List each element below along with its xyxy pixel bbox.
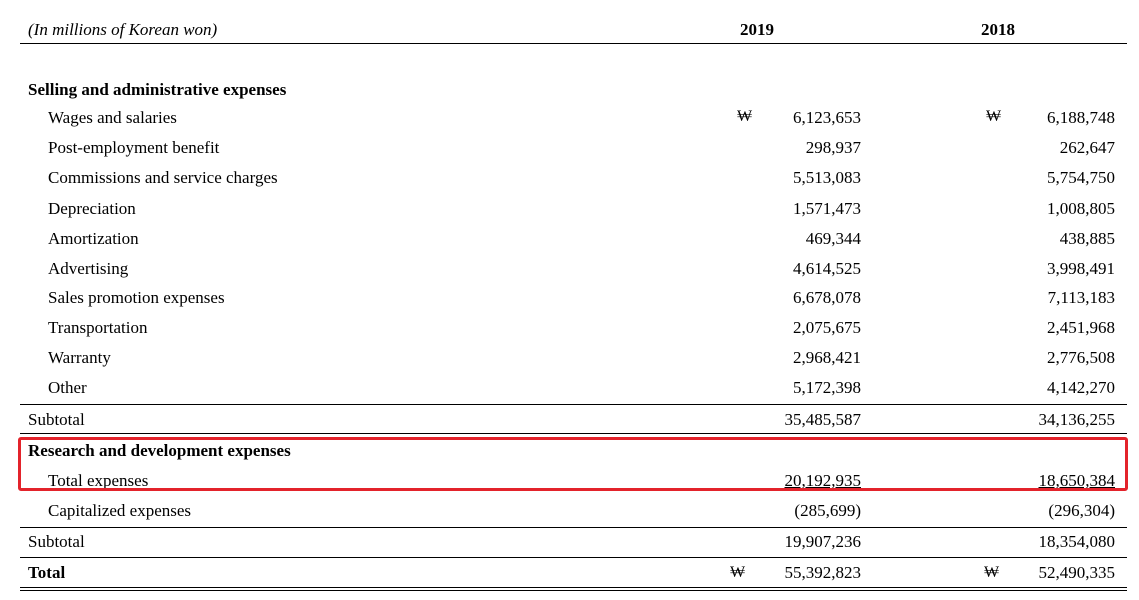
value-2019: 298,937 [805, 138, 861, 157]
value-2018: 2,451,968 [1047, 318, 1115, 337]
row-label: Sales promotion expenses [48, 288, 225, 307]
section-divider [20, 433, 1127, 434]
row-label: Post-employment benefit [48, 138, 220, 157]
value-2018: 7,113,183 [1047, 288, 1115, 307]
value-2019: 55,392,823 [784, 563, 861, 582]
row-label: Other [48, 378, 87, 397]
row-label: Depreciation [48, 199, 136, 218]
header-divider [20, 43, 1127, 44]
total-divider [20, 557, 1127, 558]
value-2018: 5,754,750 [1047, 168, 1115, 187]
value-2018: 52,490,335 [1038, 563, 1115, 582]
value-2018: 438,885 [1059, 229, 1115, 248]
row-label: Total [28, 563, 66, 582]
value-2019: 20,192,935 [784, 471, 861, 490]
value-2019: 6,678,078 [793, 288, 861, 307]
highlight-box [18, 437, 1128, 491]
row-label: Warranty [48, 348, 111, 367]
won-symbol: ₩ [730, 564, 746, 581]
row-label: Subtotal [28, 410, 85, 429]
column-header-2019: 2019 [740, 20, 774, 39]
value-2019: 35,485,587 [784, 410, 861, 429]
value-2018: 1,008,805 [1047, 199, 1115, 218]
value-2019: 1,571,473 [793, 199, 861, 218]
value-2018: 4,142,270 [1047, 378, 1115, 397]
row-label: Commissions and service charges [48, 168, 278, 187]
subtotal-divider [20, 527, 1127, 528]
value-2018: 262,647 [1059, 138, 1115, 157]
won-symbol: ₩ [986, 108, 1002, 125]
value-2018: 18,650,384 [1038, 471, 1115, 490]
double-underline-top [20, 587, 1127, 588]
unit-note: (In millions of Korean won) [28, 20, 218, 39]
value-2018: (296,304) [1048, 501, 1115, 520]
value-2019: 4,614,525 [793, 259, 861, 278]
row-label: Subtotal [28, 532, 85, 551]
value-2019: 19,907,236 [784, 532, 861, 551]
section-title-rnd: Research and development expenses [28, 441, 291, 460]
column-header-2018: 2018 [981, 20, 1015, 39]
value-2019: 6,123,653 [793, 108, 861, 127]
row-label: Wages and salaries [48, 108, 177, 127]
double-underline-bottom [20, 590, 1127, 591]
value-2018: 34,136,255 [1038, 410, 1115, 429]
value-2019: (285,699) [794, 501, 861, 520]
row-label: Capitalized expenses [48, 501, 192, 520]
won-symbol: ₩ [737, 108, 753, 125]
row-label: Transportation [48, 318, 148, 337]
value-2018: 6,188,748 [1047, 108, 1115, 127]
value-2018: 3,998,491 [1047, 259, 1115, 278]
subtotal-divider [20, 404, 1127, 405]
row-label: Advertising [48, 259, 129, 278]
row-label: Amortization [48, 229, 139, 248]
value-2019: 5,172,398 [793, 378, 861, 397]
value-2019: 2,968,421 [793, 348, 861, 367]
value-2019: 469,344 [805, 229, 861, 248]
value-2018: 2,776,508 [1047, 348, 1115, 367]
won-symbol: ₩ [984, 564, 1000, 581]
section-title-sga: Selling and administrative expenses [28, 80, 287, 99]
value-2018: 18,354,080 [1038, 532, 1115, 551]
value-2019: 5,513,083 [793, 168, 861, 187]
row-label: Total expenses [48, 471, 149, 490]
value-2019: 2,075,675 [793, 318, 861, 337]
